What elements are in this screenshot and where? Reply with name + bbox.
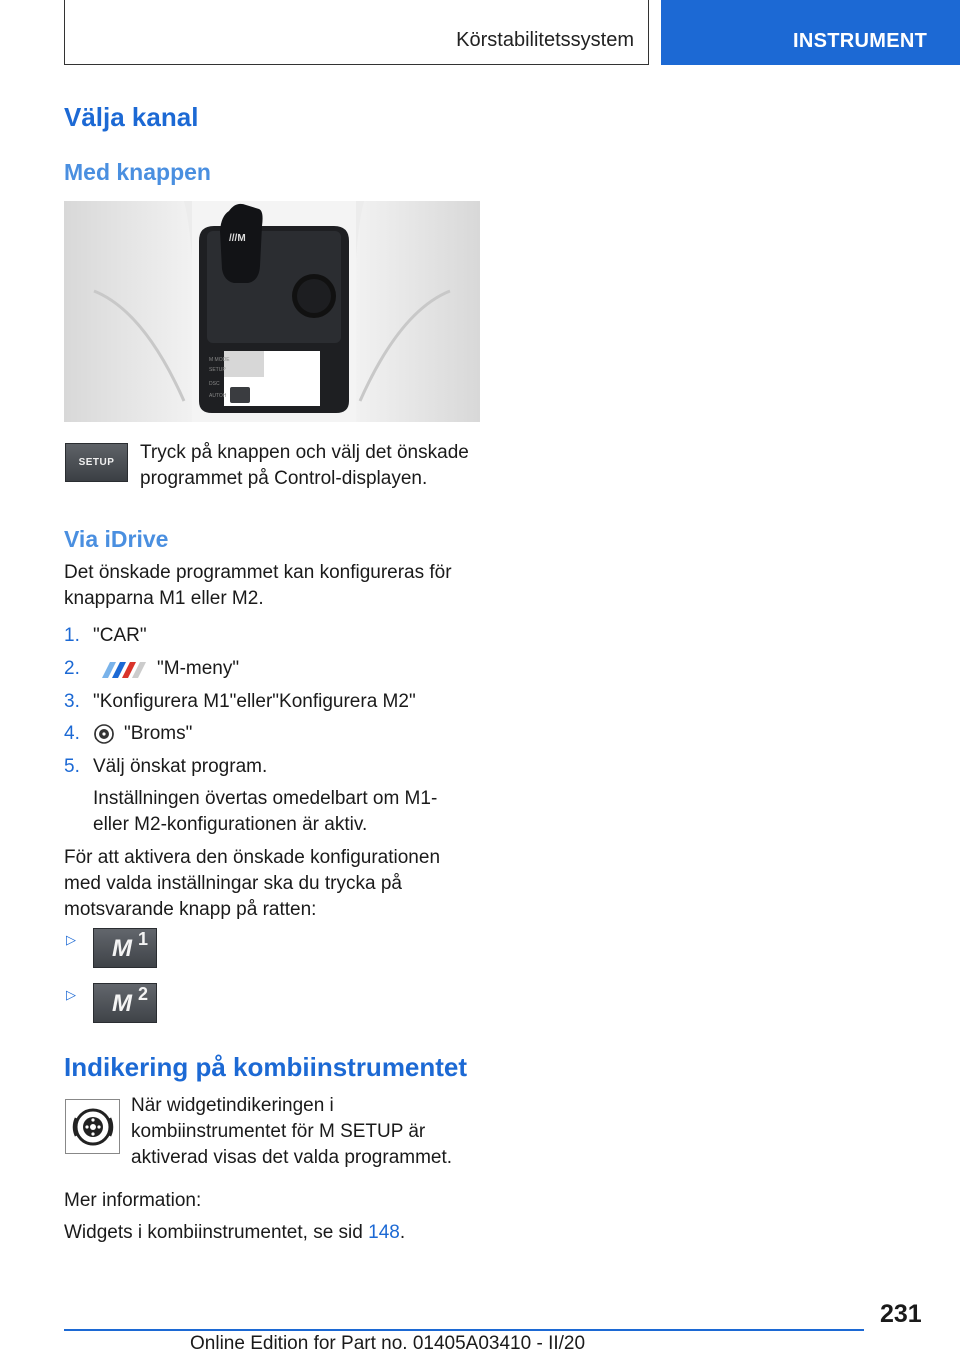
step-number: 1. [64, 625, 80, 646]
svg-text:SETUP: SETUP [209, 367, 226, 373]
bullet-triangle-icon: ▷ [66, 932, 76, 947]
step-number: 3. [64, 691, 80, 712]
footer-edition: Online Edition for Part no. 01405A03410 - II/20 [190, 1333, 586, 1354]
svg-text:AUTOH: AUTOH [209, 393, 227, 399]
more-info-label: Mer information: [64, 1190, 202, 1211]
m2-button-icon [93, 983, 157, 1023]
step-number: 5. [64, 756, 80, 777]
header-section-title: Körstabilitetssystem [456, 29, 634, 51]
svg-text:DSC: DSC [209, 381, 220, 387]
brake-disc-icon [93, 723, 115, 745]
svg-text:///M: ///M [229, 233, 246, 244]
brake-mode-icon [70, 1104, 116, 1150]
subheading-idrive: Via iDrive [64, 526, 169, 552]
footer-divider [64, 1329, 864, 1331]
setup-button-icon [65, 443, 128, 482]
page-link[interactable]: 148 [368, 1222, 400, 1243]
display-text: När widgetindikeringen i kombiinstrumentet för M SETUP är aktiverad visas det valda programmet. [131, 1095, 453, 1168]
page-title: Välja kanal [64, 102, 199, 132]
more-info-text: Widgets i kombiinstrumentet, se sid [64, 1222, 363, 1243]
step-number: 2. [64, 658, 80, 679]
section-title-display: Indikering på kombiinstrumentet [64, 1052, 468, 1082]
setup-button-label: SETUP [78, 457, 115, 468]
step5-note: Inställningen övertas omedelbart om M1- eller M2-konfigurationen är aktiv. [93, 788, 438, 835]
step-text: Välj önskat program. [93, 756, 268, 777]
step-text: "M-meny" [157, 658, 240, 679]
m1-sup: 1 [138, 929, 149, 949]
m1-button-icon [93, 928, 157, 968]
idrive-intro: Det önskade programmet kan konfigureras för knapparna M1 eller M2. [64, 562, 452, 609]
bullet-triangle-icon: ▷ [66, 987, 76, 1002]
subheading-button: Med knappen [64, 159, 211, 185]
header-chapter-title: INSTRUMENT [793, 30, 928, 52]
console-illustration [64, 201, 480, 422]
header-chapter [661, 0, 960, 65]
drive-mode-display-icon [65, 1099, 120, 1154]
step-text: "Broms" [124, 723, 193, 744]
svg-text:M MODE: M MODE [209, 357, 230, 363]
m2-sup: 2 [138, 984, 149, 1004]
activation-text: För att aktivera den önskade konfigurationen med valda inställningar ska du trycka på motsvarande knapp på ratten: [64, 847, 441, 920]
m2-letter: M [112, 990, 132, 1017]
console-photo [64, 201, 480, 422]
step-number: 4. [64, 723, 80, 744]
more-info-line [64, 1220, 405, 1246]
m1-letter: M [112, 935, 132, 962]
page-number: 231 [880, 1300, 922, 1328]
header-section [64, 0, 649, 65]
step-text: "Konfigurera M1"eller"Konfigurera M2" [93, 691, 416, 712]
m-stripes-icon [96, 660, 148, 680]
photo-caption: Tryck på knappen och välj det önskade programmet på Control-displayen. [140, 442, 469, 489]
more-info-end: . [399, 1222, 406, 1243]
step-text: "CAR" [93, 625, 147, 646]
